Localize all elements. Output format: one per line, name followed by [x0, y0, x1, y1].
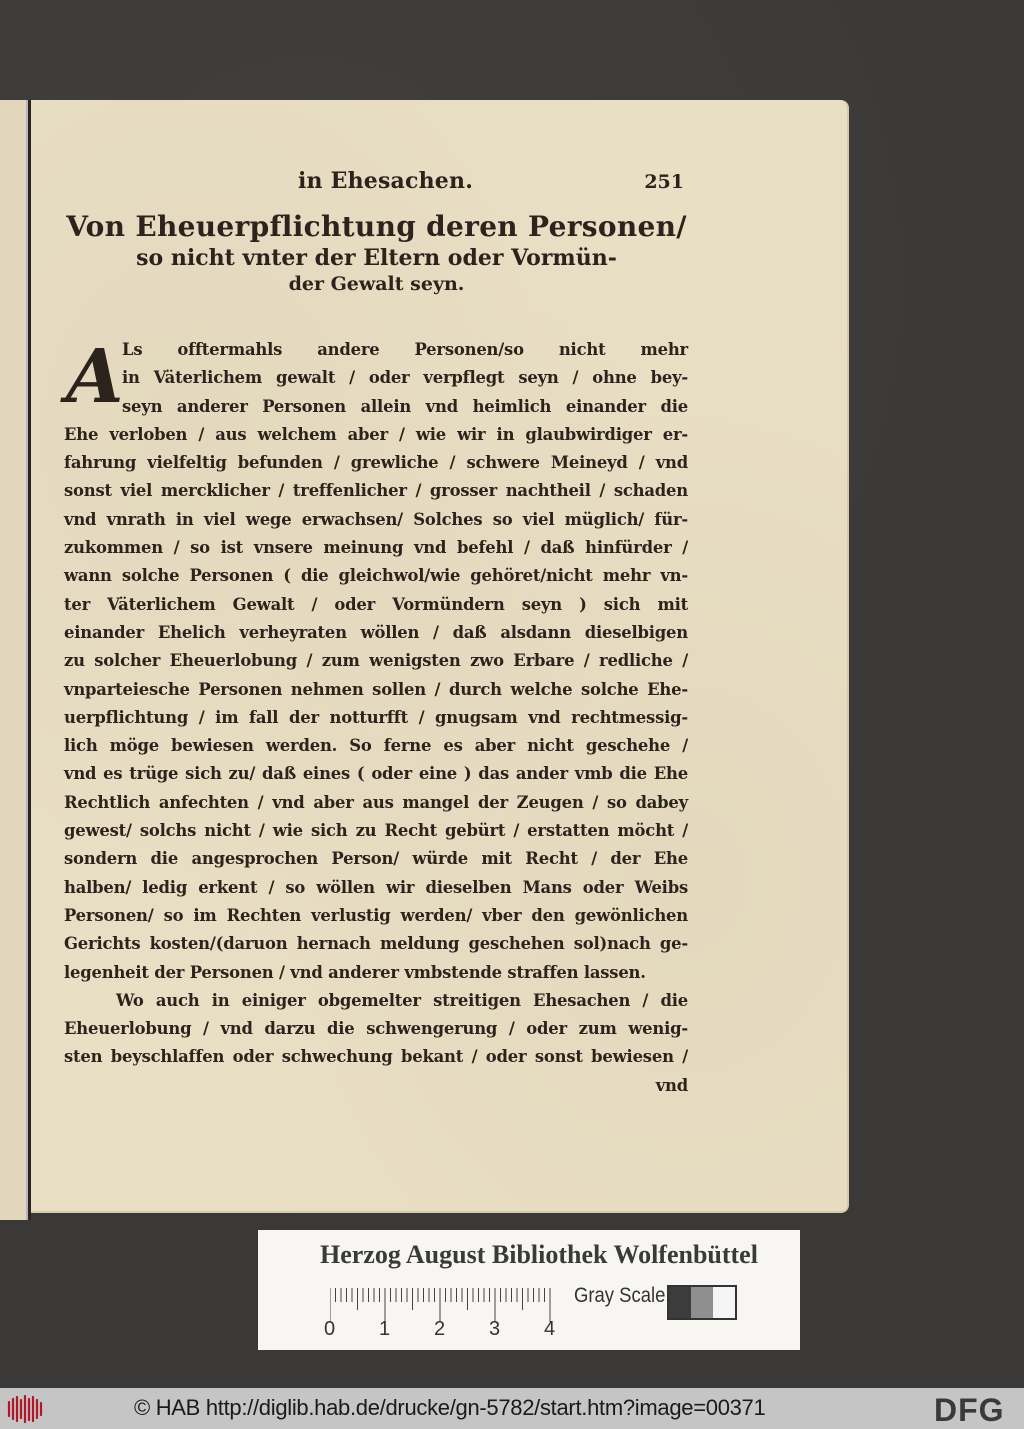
- text-line: legenheit der Personen / vnd anderer vmbstende straffen lassen.: [64, 962, 646, 982]
- text-line: sonst viel mercklicher / treffenlicher / grosser nachtheil / schaden: [64, 481, 688, 501]
- facing-page-edge: [0, 100, 28, 1220]
- text-line: Ehe verloben / aus welchem aber / wie wir in glaubwirdiger er-: [64, 424, 688, 444]
- body-text: [64, 336, 688, 1100]
- copyright-url: © HAB http://diglib.hab.de/drucke/gn-5782/start.htm?image=00371: [134, 1395, 766, 1420]
- ruler-label: 3: [489, 1318, 501, 1340]
- text-line: sten beyschlaffen oder schwechung bekant / oder sonst bewiesen /: [64, 1047, 688, 1067]
- decorated-initial: A: [66, 334, 124, 420]
- text-line: in Väterlichem gewalt / oder verpflegt seyn / ohne bey-: [122, 368, 688, 388]
- text-line: vnparteiesche Personen nehmen sollen / durch welche solche Ehe-: [64, 679, 688, 699]
- text-line: Wo auch in einiger obgemelter streitigen Ehesachen / die: [116, 990, 688, 1010]
- text-line: Rechtlich anfechten / vnd aber aus mangel der Zeugen / so dabey: [64, 792, 688, 812]
- text-line: lich möge bewiesen werden. So ferne es aber nicht geschehe /: [64, 736, 688, 756]
- running-head: [298, 168, 684, 194]
- ruler-label: 2: [434, 1318, 446, 1340]
- gray-scale-label: Gray Scale: [574, 1284, 666, 1307]
- text-line: einander Ehelich verheyraten wöllen / daß alsdann dieselbigen: [64, 622, 688, 642]
- text-line: zukommen / so ist vnsere meinung vnd befehl / daß hinfürder /: [64, 538, 688, 558]
- text-line: Personen/ so im Rechten verlustig werden/ vber den gewönlichen: [64, 905, 688, 925]
- text-line: Eheuerlobung / vnd darzu die schwengerung / oder zum wenig-: [64, 1019, 688, 1039]
- institution-name: Herzog August Bibliothek Wolfenbüttel: [320, 1240, 758, 1269]
- ruler-labels: [320, 1318, 570, 1342]
- text-line: halben/ ledig erkent / so wöllen wir dieselben Mans oder Weibs: [64, 877, 688, 897]
- hab-logo-icon: [6, 1394, 44, 1424]
- gray-swatch-dark: [669, 1287, 691, 1318]
- section-heading: [64, 210, 689, 296]
- text-line: vnd vnrath in viel wege erwachsen/ Solches so viel müglich/ für-: [64, 509, 688, 529]
- text-line: uerpflichtung / im fall der notturfft / gnugsam vnd rechtmessig-: [64, 707, 688, 727]
- heading-line-1: Von Eheuerpflichtung deren Personen/: [66, 210, 687, 243]
- page-number: 251: [644, 171, 684, 193]
- text-line: vnd es trüge sich zu/ daß eines ( oder eine ) das ander vmb die Ehe: [64, 764, 688, 784]
- text-line: zu solcher Eheuerlobung / zum wenigsten zwo Erbare / redliche /: [64, 651, 688, 671]
- text-line: ter Väterlichem Gewalt / oder Vormündern seyn ) sich mit: [64, 594, 688, 614]
- catchword: vnd: [655, 1075, 688, 1095]
- text-line: Ls offtermahls andere Personen/so nicht mehr: [122, 340, 688, 359]
- ruler-label: 1: [379, 1318, 391, 1340]
- running-head-title: in Ehesachen.: [298, 168, 474, 194]
- text-line: fahrung vielfeltig befunden / grewliche / schwere Meineyd / vnd: [64, 453, 688, 473]
- color-calibration-card: [258, 1230, 800, 1350]
- text-line: sondern die angesprochen Person/ würde mit Recht / der Ehe: [64, 849, 688, 869]
- gray-swatch-mid: [691, 1287, 713, 1318]
- heading-line-2: so nicht vnter der Eltern oder Vormün-: [136, 245, 617, 271]
- ruler-label: 0: [324, 1318, 336, 1340]
- text-line: seyn anderer Personen allein vnd heimlich einander die: [122, 396, 688, 416]
- footer-bar: [0, 1388, 1024, 1429]
- text-line: Gerichts kosten/(daruon hernach meldung geschehen sol)nach ge-: [64, 934, 688, 954]
- dfg-logo: DFG: [934, 1392, 1005, 1428]
- gray-swatch-light: [713, 1287, 735, 1318]
- ruler-label: 4: [544, 1318, 556, 1340]
- gray-scale-swatch: [667, 1285, 737, 1320]
- text-line: wann solche Personen ( die gleichwol/wie gehöret/nicht mehr vn-: [64, 566, 688, 586]
- text-line: gewest/ solchs nicht / wie sich zu Recht gebürt / erstatten möcht /: [64, 821, 688, 841]
- heading-line-3: der Gewalt seyn.: [288, 273, 465, 295]
